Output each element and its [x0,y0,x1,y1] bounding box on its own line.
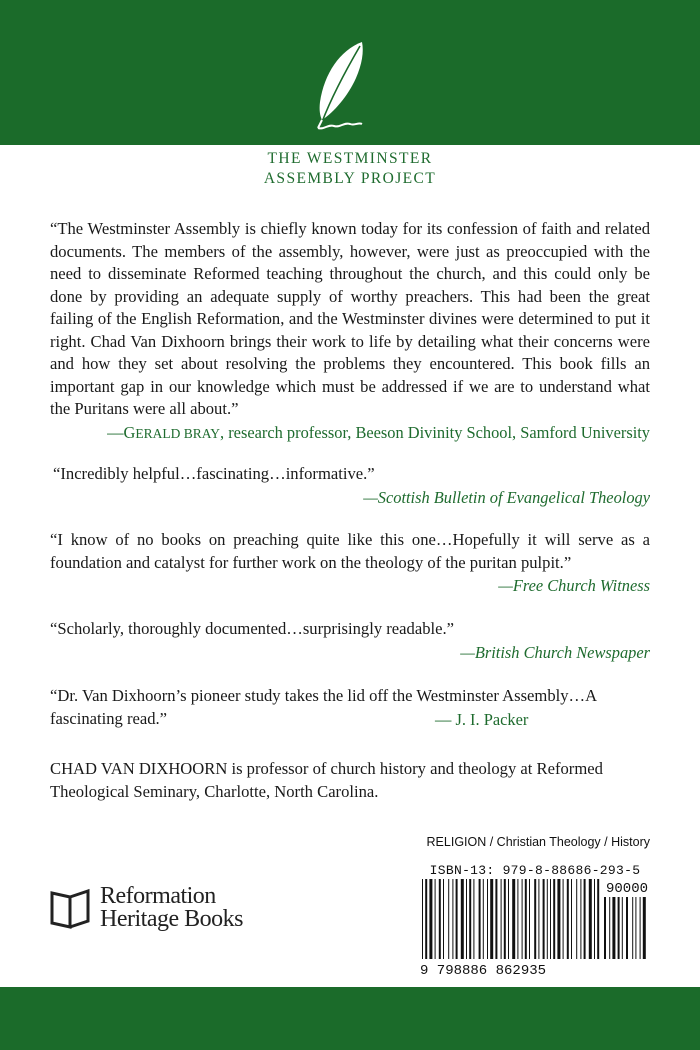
publisher-name-line1: Reformation [100,883,216,909]
attribution-dash: — [107,422,124,442]
barcode-bar [557,879,560,959]
publisher-logo [50,885,280,935]
barcode-bar [504,879,506,959]
attribution-role: , research professor, Beeson Divinity School, Samford University [220,422,650,442]
barcode-bar [487,879,488,959]
endorsement-quote: “Incredibly helpful…fascinating…informative.” [53,464,375,483]
barcode-bar [580,879,581,959]
barcode-bar [517,879,518,959]
attribution-name-initial: G [123,422,136,442]
barcode-bar [522,879,523,959]
barcode-bar [543,879,545,959]
isbn-barcode [420,863,650,979]
endorsement-scottish-bulletin [50,463,650,509]
barcode-bar [461,879,464,959]
feather-quill-icon [300,40,400,140]
bottom-green-band [0,987,700,1050]
barcode-bar [501,879,502,959]
barcode-bar [429,879,432,959]
author-bio: CHAD VAN DIXHOORN is professor of church history and theology at Reformed Theological Seminary, Charlotte, North Carolina. [50,759,603,801]
endorsement-quote: “Scholarly, thoroughly documented…surprisingly readable.” [50,619,454,638]
endorsement-british-church-newspaper [50,618,650,664]
barcode-bar [469,879,471,959]
barcode-bar [439,879,441,959]
barcode-bar [452,879,453,959]
price-bar [626,897,628,959]
series-title-line2: ASSEMBLY PROJECT [263,170,437,187]
barcode-bar [584,879,586,959]
price-bar [635,897,636,959]
barcode-bar [512,879,515,959]
price-bar [643,897,646,959]
publisher-name [100,885,243,931]
barcode-bar [490,879,493,959]
barcode-bar [567,879,569,959]
price-bar [609,897,610,959]
endorsement-packer [50,685,650,730]
barcode-bar [508,879,509,959]
price-bar [622,897,623,959]
barcode-bar [443,879,444,959]
price-bar [640,897,641,959]
barcode-bar [547,879,548,959]
barcode-bar [495,879,497,959]
barcode-bar [553,879,555,959]
subject-category: RELIGION / Christian Theology / History [426,835,650,849]
barcode-bar [529,879,530,959]
barcode-bars [420,879,650,963]
barcode-bar [435,879,436,959]
price-bar [604,897,606,959]
endorsement-source: —British Church Newspaper [460,642,650,662]
endorsement-quote: “I know of no books on preaching quite like this one…Hopefully it will serve as a foundation and catalyst for further work on the theology of the puritan pulpit.” [50,530,650,572]
barcode-bar [538,879,539,959]
series-title-line1: THE WESTMINSTER [267,150,433,167]
barcode-bar [466,879,467,959]
endorsement-free-church-witness [50,529,650,597]
endorsement-source: —Free Church Witness [498,576,650,595]
barcode-bar [525,879,527,959]
endorsement-attribution [50,421,650,445]
barcode-bar [594,879,595,959]
endorsement-source: —Scottish Bulletin of Evangelical Theology [363,487,650,507]
price-bar [612,897,615,959]
barcode-bar [597,879,599,959]
barcode-bar [534,879,536,959]
barcode-bar [422,879,423,959]
barcode-bar [576,879,577,959]
barcode-bar [550,879,551,959]
publisher-name-line2: Heritage Books [100,906,243,932]
endorsement-bray [50,218,650,445]
barcode-bar [563,879,564,959]
barcode-bar [448,879,449,959]
barcode-bar [589,879,592,959]
barcode-bar [571,879,572,959]
endorsement-quote: “Dr. Van Dixhoorn’s pioneer study takes the lid off the Westminster Assembly…A fascinating read.” [50,686,597,728]
series-title [0,149,700,189]
barcode-bar [483,879,484,959]
price-bar [632,897,633,959]
attribution-name-rest: ERALD BRAY [135,425,221,441]
price-bar [618,897,620,959]
barcode-bar [479,879,481,959]
endorsement-source-packer: — J. I. Packer [435,710,529,729]
endorsement-quote: “The Westminster Assembly is chiefly known today for its confession of faith and related documents. The members of the assembly, however, were just as preoccupied with the need to disseminate Reformed teaching throughout the church, and this could only be done by providing an adequate supply of worthy preachers. This had been the great failing of the English Reformation, and the Westminster divines were determined to put it right. Chad Van Dixhoorn brings their work to life by detailing what their concerns were and how they set about resolving the problems they encountered. This book fills an important gap in our knowledge which must be addressed if we are to understand what the Puritans were all about.” [50,219,650,418]
barcode-digits: 9 798886 862935 [420,963,547,979]
barcode-bar [456,879,458,959]
isbn-label: ISBN-13: 979-8-88686-293-5 [429,863,641,878]
barcode-bar [473,879,474,959]
barcode-bar [425,879,427,959]
open-book-icon [50,887,94,929]
price-code: 90000 [606,881,649,897]
